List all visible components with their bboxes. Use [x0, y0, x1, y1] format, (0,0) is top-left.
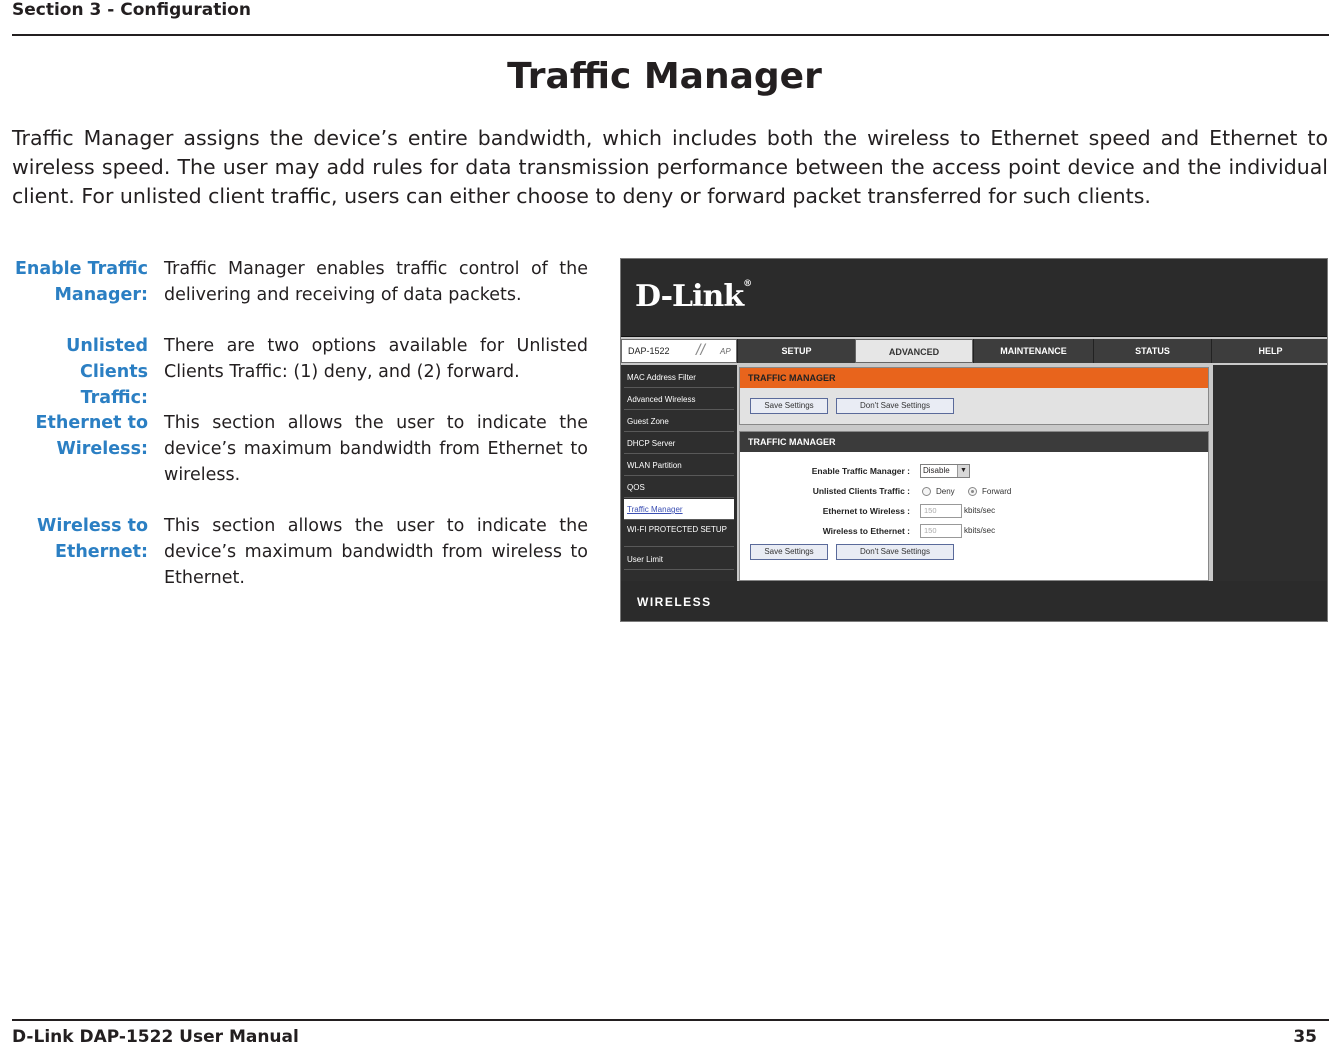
sidebar-item-wlan-partition[interactable]: WLAN Partition [624, 455, 734, 476]
ui-footer-bar [621, 581, 1328, 622]
dlink-banner [621, 259, 1328, 337]
enable-traffic-manager-select[interactable]: Disable ▼ [920, 464, 970, 478]
wireless-footer-label: WIRELESS [637, 595, 712, 609]
chevron-down-icon[interactable]: ▼ [957, 465, 969, 477]
help-column [1213, 365, 1328, 581]
page-number: 35 [1293, 1027, 1317, 1047]
dlink-logo: D-Link® [635, 279, 752, 314]
traffic-manager-form [739, 431, 1209, 581]
model-mode: AP [720, 347, 731, 356]
router-ui-screenshot [620, 258, 1328, 622]
sidebar-item-guest-zone[interactable]: Guest Zone [624, 411, 734, 432]
bottom-divider [12, 1019, 1329, 1021]
dont-save-settings-button[interactable]: Don't Save Settings [836, 398, 954, 414]
enable-traffic-manager-label: Enable Traffic Manager : [811, 466, 910, 476]
deny-label: Deny [936, 487, 955, 496]
settings-header-box [739, 367, 1209, 425]
sidebar-item-mac-address-filter[interactable]: MAC Address Filter [624, 367, 734, 388]
model-bar [621, 339, 737, 363]
forward-label: Forward [982, 487, 1012, 496]
wireless-to-ethernet-unit: kbits/sec [964, 526, 996, 535]
model-name: DAP-1522 [628, 346, 670, 356]
wireless-to-ethernet-input[interactable]: 150 [920, 524, 962, 538]
definition-description: Traffic Manager enables traffic control of the delivering and receiving of data packets. [164, 259, 588, 305]
section-header: Section 3 - Configuration [12, 0, 251, 20]
sidebar-item-dhcp-server[interactable]: DHCP Server [624, 433, 734, 454]
sidebar-item-wifi-protected-setup[interactable]: WI-FI PROTECTED SETUP [624, 521, 734, 547]
top-tabs [737, 339, 1328, 363]
intro-paragraph: Traffic Manager assigns the device’s entire bandwidth, which includes both the wireless to Ethernet speed and Ethernet to wireless speed. The user may add rules for data transmission performance between the access point device and the individual client. For unlisted client traffic, users can either choose to deny or forward packet transferred for such clients. [12, 126, 1328, 208]
ethernet-to-wireless-label: Ethernet to Wireless : [822, 506, 910, 516]
section-title: TRAFFIC MANAGER [740, 368, 1208, 388]
unlisted-clients-traffic-label: Unlisted Clients Traffic : [812, 486, 910, 496]
registered-mark: ® [743, 279, 752, 289]
tab-advanced[interactable]: ADVANCED [855, 339, 973, 363]
ethernet-to-wireless-unit: kbits/sec [964, 506, 996, 515]
tab-status[interactable]: STATUS [1093, 339, 1211, 363]
definition-description: This section allows the user to indicate the device’s maximum bandwidth from wireless to Ethernet. [164, 516, 588, 588]
sidebar-item-user-limit[interactable]: User Limit [624, 549, 734, 570]
sidebar-item-advanced-wireless[interactable]: Advanced Wireless [624, 389, 734, 410]
forward-radio[interactable] [968, 487, 977, 496]
definition-term: Wireless to Ethernet: [37, 516, 148, 562]
definition-term: Enable Traffic Manager: [14, 259, 148, 305]
model-slash: // [696, 342, 705, 359]
content-area [737, 365, 1211, 581]
definition-term: Unlisted Clients Traffic: [66, 336, 148, 408]
sidebar-item-traffic-manager[interactable]: Traffic Manager [624, 499, 734, 520]
definition-description: This section allows the user to indicate the device’s maximum bandwidth from Ethernet to wireless. [164, 413, 588, 485]
tab-maintenance[interactable]: MAINTENANCE [973, 339, 1093, 363]
deny-radio[interactable] [922, 487, 931, 496]
sidebar-item-qos[interactable]: QOS [624, 477, 734, 498]
definition-description: There are two options available for Unlisted Clients Traffic: (1) deny, and (2) forward. [164, 336, 588, 382]
form-title: TRAFFIC MANAGER [740, 432, 1208, 452]
tab-setup[interactable]: SETUP [737, 339, 855, 363]
ethernet-to-wireless-input[interactable]: 150 [920, 504, 962, 518]
definition-term: Ethernet to Wireless: [35, 413, 148, 459]
tab-help[interactable]: HELP [1211, 339, 1328, 363]
wireless-to-ethernet-label: Wireless to Ethernet : [822, 526, 910, 536]
sidebar [621, 365, 737, 581]
page-title: Traffic Manager [507, 56, 822, 97]
save-settings-button[interactable]: Save Settings [750, 398, 828, 414]
top-divider [12, 34, 1329, 36]
manual-title: D-Link DAP-1522 User Manual [12, 1027, 299, 1047]
dont-save-settings-button-bottom[interactable]: Don't Save Settings [836, 544, 954, 560]
save-settings-button-bottom[interactable]: Save Settings [750, 544, 828, 560]
